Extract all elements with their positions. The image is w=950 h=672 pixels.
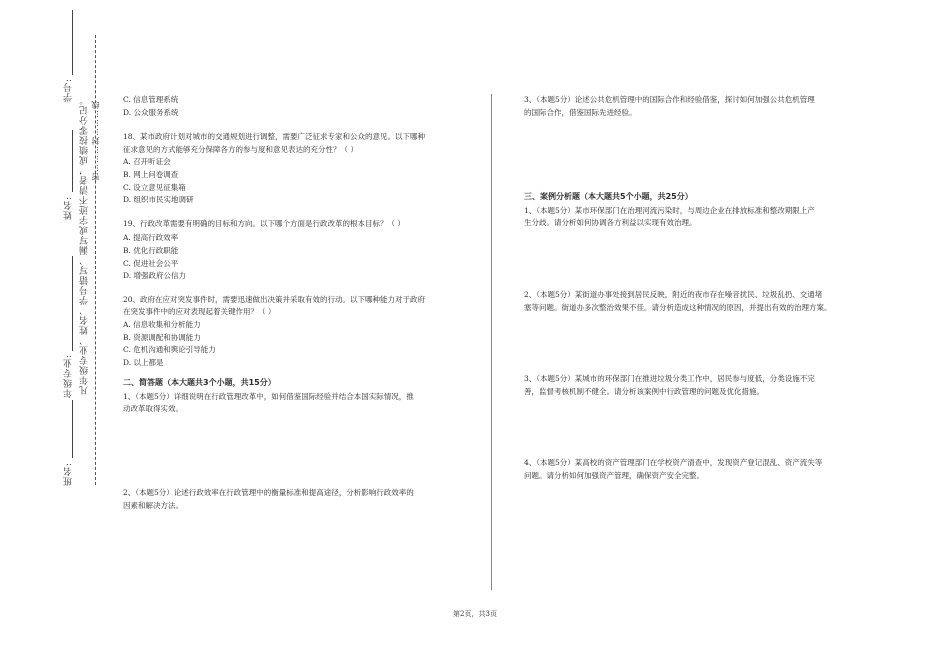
sa-q1-line-1: 1、（本题5分）详细说明在行政管理改革中，如何借鉴国际经验并结合本国实际情况，推 (123, 391, 414, 401)
case3-line-2: 善，监督考核机制不健全。请分析该案例中行政管理的问题及优化措施。 (524, 386, 764, 396)
sa-q3-line-1: 3、（本题5分）论述公共危机管理中的国际合作和经验借鉴，探讨如何加强公共危机管理 (524, 95, 815, 104)
q19-option-c: C. 促进社会公平 (123, 258, 179, 268)
section3-title: 三、案例分析题（本大题共5个小题，共25分） (524, 192, 693, 202)
case2-line-1: 2、（本题5分）某街道办事处接到居民反映，附近的夜市存在噪音扰民、垃圾乱扔、交通堵 (524, 289, 823, 299)
school-line (72, 400, 73, 458)
major-line (72, 256, 73, 351)
case1-line-1: 1、（本题5分）某市环保部门在治理河流污染时，与周边企业在排放标准和整改期限上产 (524, 205, 815, 215)
binding-warning: 凡年级专业、姓名、学号错写、漏写或字迹不清者，成绩按零分记。 (80, 95, 90, 395)
sa-q3-line-2: 的国际合作，借鉴国际先进经验。 (524, 107, 637, 117)
right-column (524, 94, 864, 483)
seal-line-label: 密………封………线 (91, 100, 100, 181)
section2-title: 二、简答题（本大题共3个小题，共15分） (123, 378, 276, 388)
school-label: 班名: (64, 462, 74, 487)
q20-option-a: A. 信息收集和分析能力 (123, 319, 201, 329)
q20-stem-2: 在突发事件中的应对表现起着关键作用？（ ） (123, 307, 276, 317)
q20-option-c: C. 危机沟通和舆论引导能力 (123, 345, 216, 355)
q20-option-d: D. 以上都是 (123, 357, 164, 367)
q18-option-a: A. 召开听证会 (123, 157, 171, 167)
seal-dashed-line (95, 35, 96, 485)
case2-line-2: 塞等问题。街道办多次整治效果不佳。请分析造成这种情况的原因，并提出有效的治理方案。 (524, 302, 832, 312)
name-line (72, 130, 73, 192)
name-label: 姓名: (64, 196, 74, 221)
q17-option-c: C. 信息管理系统 (123, 95, 179, 104)
q19-stem: 19、行政改革需要有明确的目标和方向。以下哪个方面是行政改革的根本目标？（ ） (123, 218, 405, 228)
q18-option-b: B. 网上问卷调查 (123, 169, 179, 179)
sa-q2-line-1: 2、（本题5分）论述行政效率在行政管理中的衡量标准和提高途径，分析影响行政效率的 (123, 488, 414, 498)
case1-line-2: 生分歧。请分析如何协调各方利益以实现有效治理。 (524, 218, 697, 228)
q18-stem-2: 征求意见的方式能够充分保障各方的参与度和意见表达的充分性？（ ） (123, 144, 358, 154)
q18-option-c: C. 设立意见征集箱 (123, 182, 186, 192)
q20-option-b: B. 资源调配和协调能力 (123, 332, 201, 342)
left-column (123, 94, 468, 512)
q17-option-d: D. 公众服务系统 (123, 107, 179, 117)
column-divider (491, 94, 492, 590)
major-label: 年级专业: (64, 354, 74, 399)
case3-line-1: 3、（本题5分）某城市的环保部门在推进垃圾分类工作中，居民参与度低，分类设施不完 (524, 374, 815, 384)
page-footer: 第2页，共3页 (453, 610, 497, 618)
q18-option-d: D. 组织市民实地调研 (123, 195, 194, 205)
q20-stem-1: 20、政府在应对突发事件时，需要迅速做出决策并采取有效的行动。以下哪种能力对于政府 (123, 294, 426, 304)
q19-option-a: A. 提高行政效率 (123, 233, 179, 243)
case4-line-1: 4、（本题5分）某高校的资产管理部门在学校资产清查中，发现资产登记混乱、资产流失等 (524, 458, 823, 468)
student-id-label: 学号: (64, 78, 74, 103)
student-id-line (72, 10, 73, 75)
q19-option-b: B. 优化行政职能 (123, 245, 179, 255)
binding-margin (0, 0, 110, 672)
sa-q1-line-2: 动改革取得实效。 (123, 404, 183, 414)
sa-q2-line-2: 因素和解决方法。 (123, 500, 183, 510)
q18-stem-1: 18、某市政府计划对城市的交通规划进行调整，需要广泛征求专家和公众的意见。以下哪种 (123, 132, 426, 142)
q19-option-d: D. 增强政府公信力 (123, 271, 187, 281)
case4-line-2: 问题。请分析如何加强资产管理，确保资产安全完整。 (524, 470, 704, 480)
